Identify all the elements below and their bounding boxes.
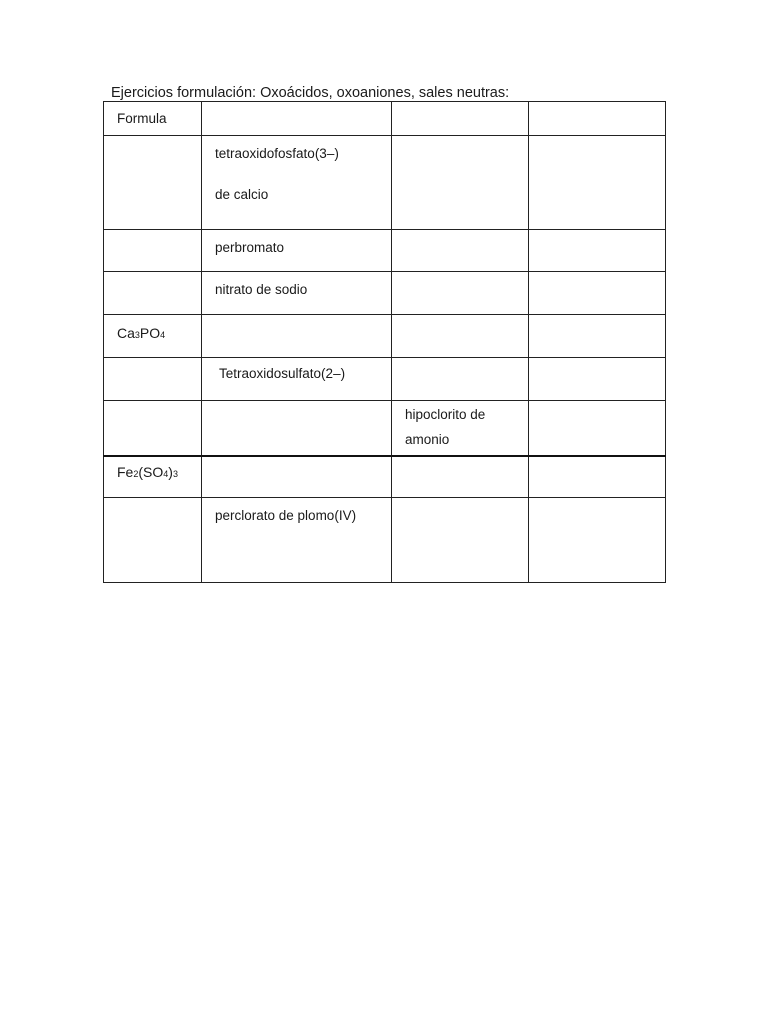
answer-cell[interactable]	[529, 456, 666, 498]
answer-cell[interactable]	[392, 272, 529, 315]
table-row	[104, 315, 666, 358]
table-row	[104, 498, 666, 583]
name-cell[interactable]	[202, 315, 392, 358]
answer-cell[interactable]	[529, 498, 666, 583]
worksheet-title: Ejercicios formulación: Oxoácidos, oxoaniones, sales neutras:	[111, 85, 510, 101]
formula-text: Ca3PO4	[117, 325, 166, 341]
formula-cell[interactable]	[104, 358, 202, 401]
name-text	[202, 136, 391, 203]
header-cell-formula	[104, 102, 202, 136]
name-text	[392, 401, 528, 448]
formula-cell	[104, 315, 202, 358]
header-cell-3[interactable]	[392, 102, 529, 136]
answer-cell[interactable]	[392, 136, 529, 230]
answer-cell[interactable]	[392, 498, 529, 583]
name-cell	[202, 230, 392, 272]
formula-cell[interactable]	[104, 272, 202, 315]
exercise-table	[103, 101, 666, 583]
table-row	[104, 401, 666, 456]
name-cell	[202, 358, 392, 401]
table-row	[104, 136, 666, 230]
answer-cell[interactable]	[392, 230, 529, 272]
header-cell-4[interactable]	[529, 102, 666, 136]
table-row	[104, 272, 666, 315]
header-row	[104, 102, 666, 136]
formula-cell[interactable]	[104, 230, 202, 272]
formula-cell[interactable]	[104, 401, 202, 456]
name-line-1: tetraoxidofosfato(3–)	[215, 146, 339, 161]
answer-cell[interactable]	[529, 230, 666, 272]
formula-cell	[104, 456, 202, 498]
answer-cell	[392, 401, 529, 456]
name-text: Tetraoxidosulfato(2–)	[219, 366, 346, 381]
name-text: perbromato	[215, 240, 285, 255]
table-row	[104, 456, 666, 498]
name-cell[interactable]	[202, 456, 392, 498]
answer-cell[interactable]	[392, 358, 529, 401]
answer-cell[interactable]	[529, 272, 666, 315]
formula-cell[interactable]	[104, 498, 202, 583]
answer-cell[interactable]	[529, 401, 666, 456]
answer-cell[interactable]	[392, 456, 529, 498]
name-cell	[202, 498, 392, 583]
name-cell[interactable]	[202, 401, 392, 456]
name-line-2: de calcio	[215, 187, 269, 202]
header-cell-2[interactable]	[202, 102, 392, 136]
name-cell	[202, 136, 392, 230]
table-row	[104, 358, 666, 401]
name-line-1: hipoclorito de	[405, 407, 486, 422]
formula-cell[interactable]	[104, 136, 202, 230]
answer-cell[interactable]	[529, 358, 666, 401]
answer-cell[interactable]	[529, 315, 666, 358]
name-text: perclorato de plomo(IV)	[215, 508, 357, 523]
name-cell	[202, 272, 392, 315]
header-formula-label: Formula	[117, 111, 167, 126]
formula-text: Fe2(SO4)3	[117, 463, 178, 480]
name-text: nitrato de sodio	[215, 282, 308, 297]
answer-cell[interactable]	[392, 315, 529, 358]
answer-cell[interactable]	[529, 136, 666, 230]
table-row	[104, 230, 666, 272]
name-line-2: amonio	[405, 432, 450, 447]
